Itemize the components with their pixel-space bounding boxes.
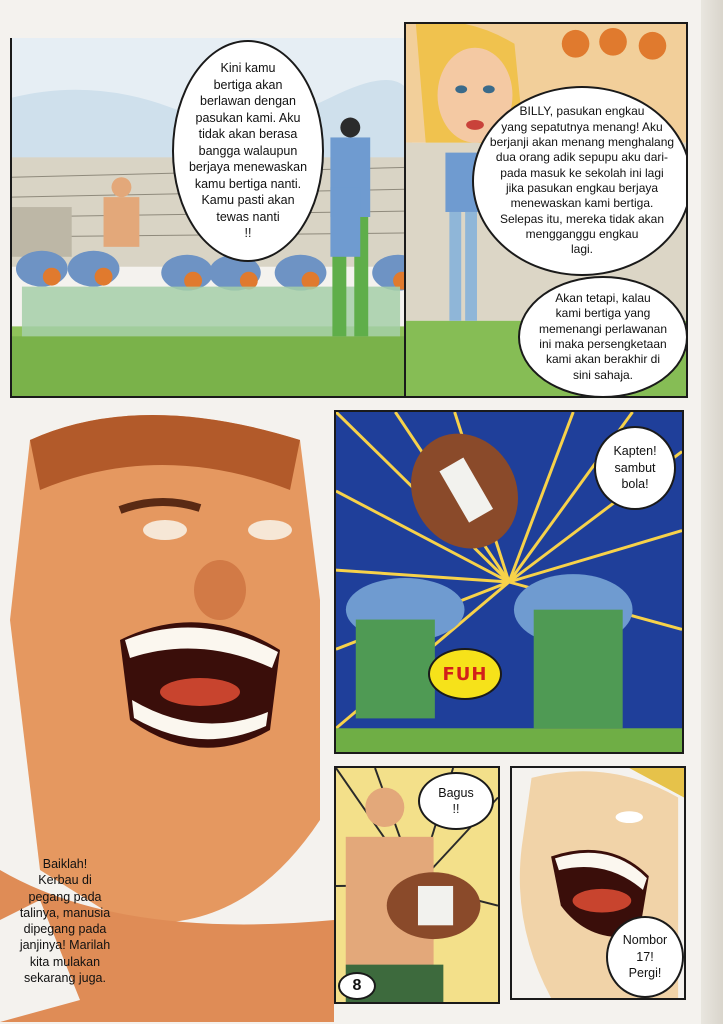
bubble-line: pasukan kami. Aku [195,110,301,125]
page-margin [701,0,723,1024]
speech-bubble-kini-kamu [172,40,324,262]
caption-line: janjinya! Marilah [19,938,111,953]
bubble-line: Kamu pasti akan [201,193,295,208]
caption-line: kita mulakan [29,954,101,969]
bubble-line: berlawan dengan [200,94,296,109]
panel-ball-snap [334,410,684,754]
bubble-line: pada masuk ke sekolah ini lagi [500,165,664,180]
bubble-line: dua orang adik sepupu aku dari- [495,150,669,165]
caption-line: pegang pada [28,889,102,904]
bubble-line: tidak akan berasa [198,127,298,142]
bubble-line: yang sepatutnya menang! Aku [501,119,663,134]
bubble-line: Kini kamu [220,61,276,76]
bubble-line: ini maka persengketaan [539,337,667,351]
bubble-line: !! [452,802,460,816]
bubble-line: lagi. [570,242,593,257]
bubble-line: kamu bertiga nanti. [194,176,302,191]
caption-line: sekarang juga. [23,970,106,985]
bubble-line: Bagus [438,785,474,800]
bubble-line: jika pasukan engkau berjaya [505,181,659,195]
bubble-line: sini sahaja. [572,367,634,382]
bubble-line: Akan tetapi, kalau [555,290,651,305]
bubble-line: berjanji akan menang menghalang [489,134,675,149]
caption-line: talinya, manusia [19,905,111,920]
bubble-line: tewas nanti [216,209,280,224]
caption-line: dipegang pada [23,922,107,936]
bubble-line: 17! [636,949,654,964]
bubble-line: Nombor [622,933,668,948]
caption-line: Kerbau di [38,873,92,888]
panel-field-lineup [10,38,412,398]
panel-woman-closeup [404,22,688,398]
bubble-line: berjaya menewaskan [188,160,308,175]
speech-bubble-bagus [418,772,494,830]
bubble-line: menewaskan kami bertiga. [510,196,654,211]
bubble-line: sambut [614,460,656,475]
bubble-line: Pergi! [628,966,662,981]
bubble-line: Kapten! [613,444,657,459]
bubble-line: bangga walaupun [198,143,298,158]
bubble-line: mengganggu engkau [525,227,639,242]
speech-bubble-billy [472,86,688,276]
bubble-line: bertiga akan [213,77,283,92]
panel-shouting-face [510,766,686,1000]
speech-bubble-kapten [594,426,676,510]
panel-catch-ball [334,766,500,1004]
bubble-line: BILLY, pasukan engkau [519,104,645,119]
page-number: 8 [338,972,376,1000]
caption-line: Baiklah! [42,857,88,871]
bubble-line: kami akan berakhir di [545,352,661,367]
caption-baiklah [6,856,124,986]
sound-effect-fuh: FUH [428,648,502,700]
bubble-line: memenangi perlawanan [538,321,668,336]
bubble-line: bola! [621,477,649,492]
bubble-line: Selepas itu, mereka tidak akan [499,211,665,226]
speech-bubble-nombor [606,916,684,998]
bubble-line: kami bertiga yang [555,306,651,321]
bubble-line: !! [244,226,252,241]
speech-bubble-akan-tetapi [518,276,688,398]
panel-screaming-face [0,400,334,1022]
